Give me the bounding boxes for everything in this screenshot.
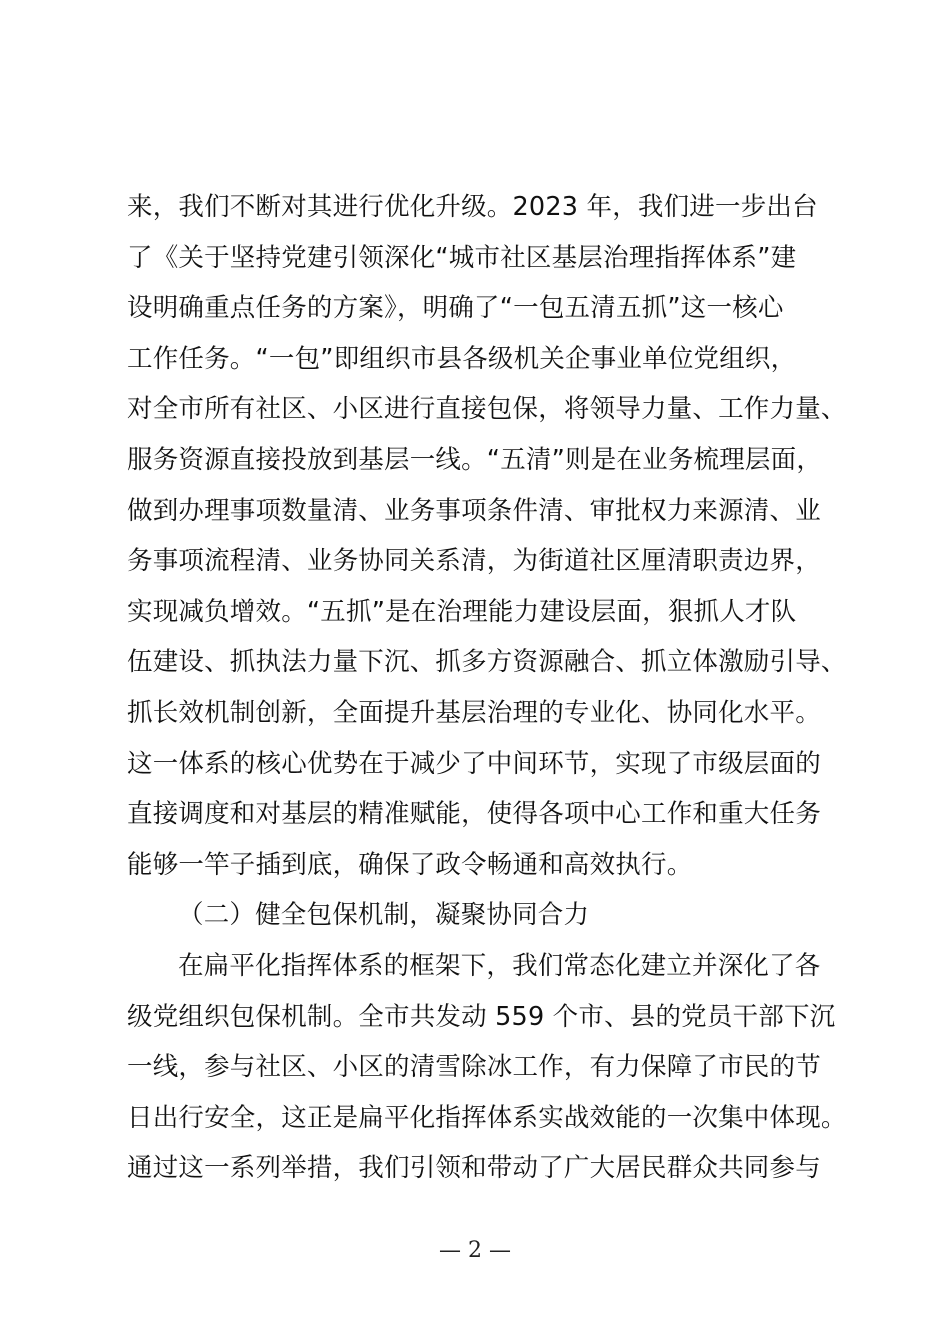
text-line: 抓长效机制创新，全面提升基层治理的专业化、协同化水平。 [127,697,821,728]
paragraph-line: 一线，参与社区、小区的清雪除冰工作，有力保障了市民的节 [127,1052,821,1083]
text-line: 服务资源直接投放到基层一线。“五清”则是在业务梳理层面， [127,444,823,475]
text-line: 对全市所有社区、小区进行直接包保，将领导力量、工作力量、 [127,394,847,425]
paragraph-line: 在扁平化指挥体系的框架下，我们常态化建立并深化了各 [178,950,821,981]
page-number: — 2 — [439,1238,511,1263]
text-line: 工作任务。“一包”即组织市县各级机关企事业单位党组织， [127,343,797,374]
text-line: 能够一竿子插到底，确保了政令畅通和高效执行。 [127,849,693,880]
paragraph-line: 通过这一系列举措，我们引领和带动了广大居民群众共同参与 [127,1153,821,1184]
text-line: 实现减负增效。“五抓”是在治理能力建设层面，狠抓人才队 [127,596,797,627]
text-line: 来，我们不断对其进行优化升级。2023 年，我们进一步出台 [127,192,818,222]
text-line: 做到办理事项数量清、业务事项条件清、审批权力来源清、业 [127,495,821,526]
text-line: 伍建设、抓执法力量下沉、抓多方资源融合、抓立体激励引导、 [127,647,847,678]
text-line: 这一体系的核心优势在于减少了中间环节，实现了市级层面的 [127,748,821,779]
text-line: 了《关于坚持党建引领深化“城市社区基层治理指挥体系”建 [127,242,797,273]
text-line: 设明确重点任务的方案》，明确了“一包五清五抓”这一核心 [127,293,784,324]
text-line: 直接调度和对基层的精准赋能，使得各项中心工作和重大任务 [127,799,821,830]
document-body [127,182,867,1194]
section-heading: （二）健全包保机制，凝聚协同合力 [178,900,590,931]
text-line: 务事项流程清、业务协同关系清，为街道社区厘清职责边界， [127,546,821,577]
paragraph-line: 日出行安全，这正是扁平化指挥体系实战效能的一次集中体现。 [127,1102,847,1133]
paragraph-line: 级党组织包保机制。全市共发动 559 个市、县的党员干部下沉 [127,1001,836,1032]
